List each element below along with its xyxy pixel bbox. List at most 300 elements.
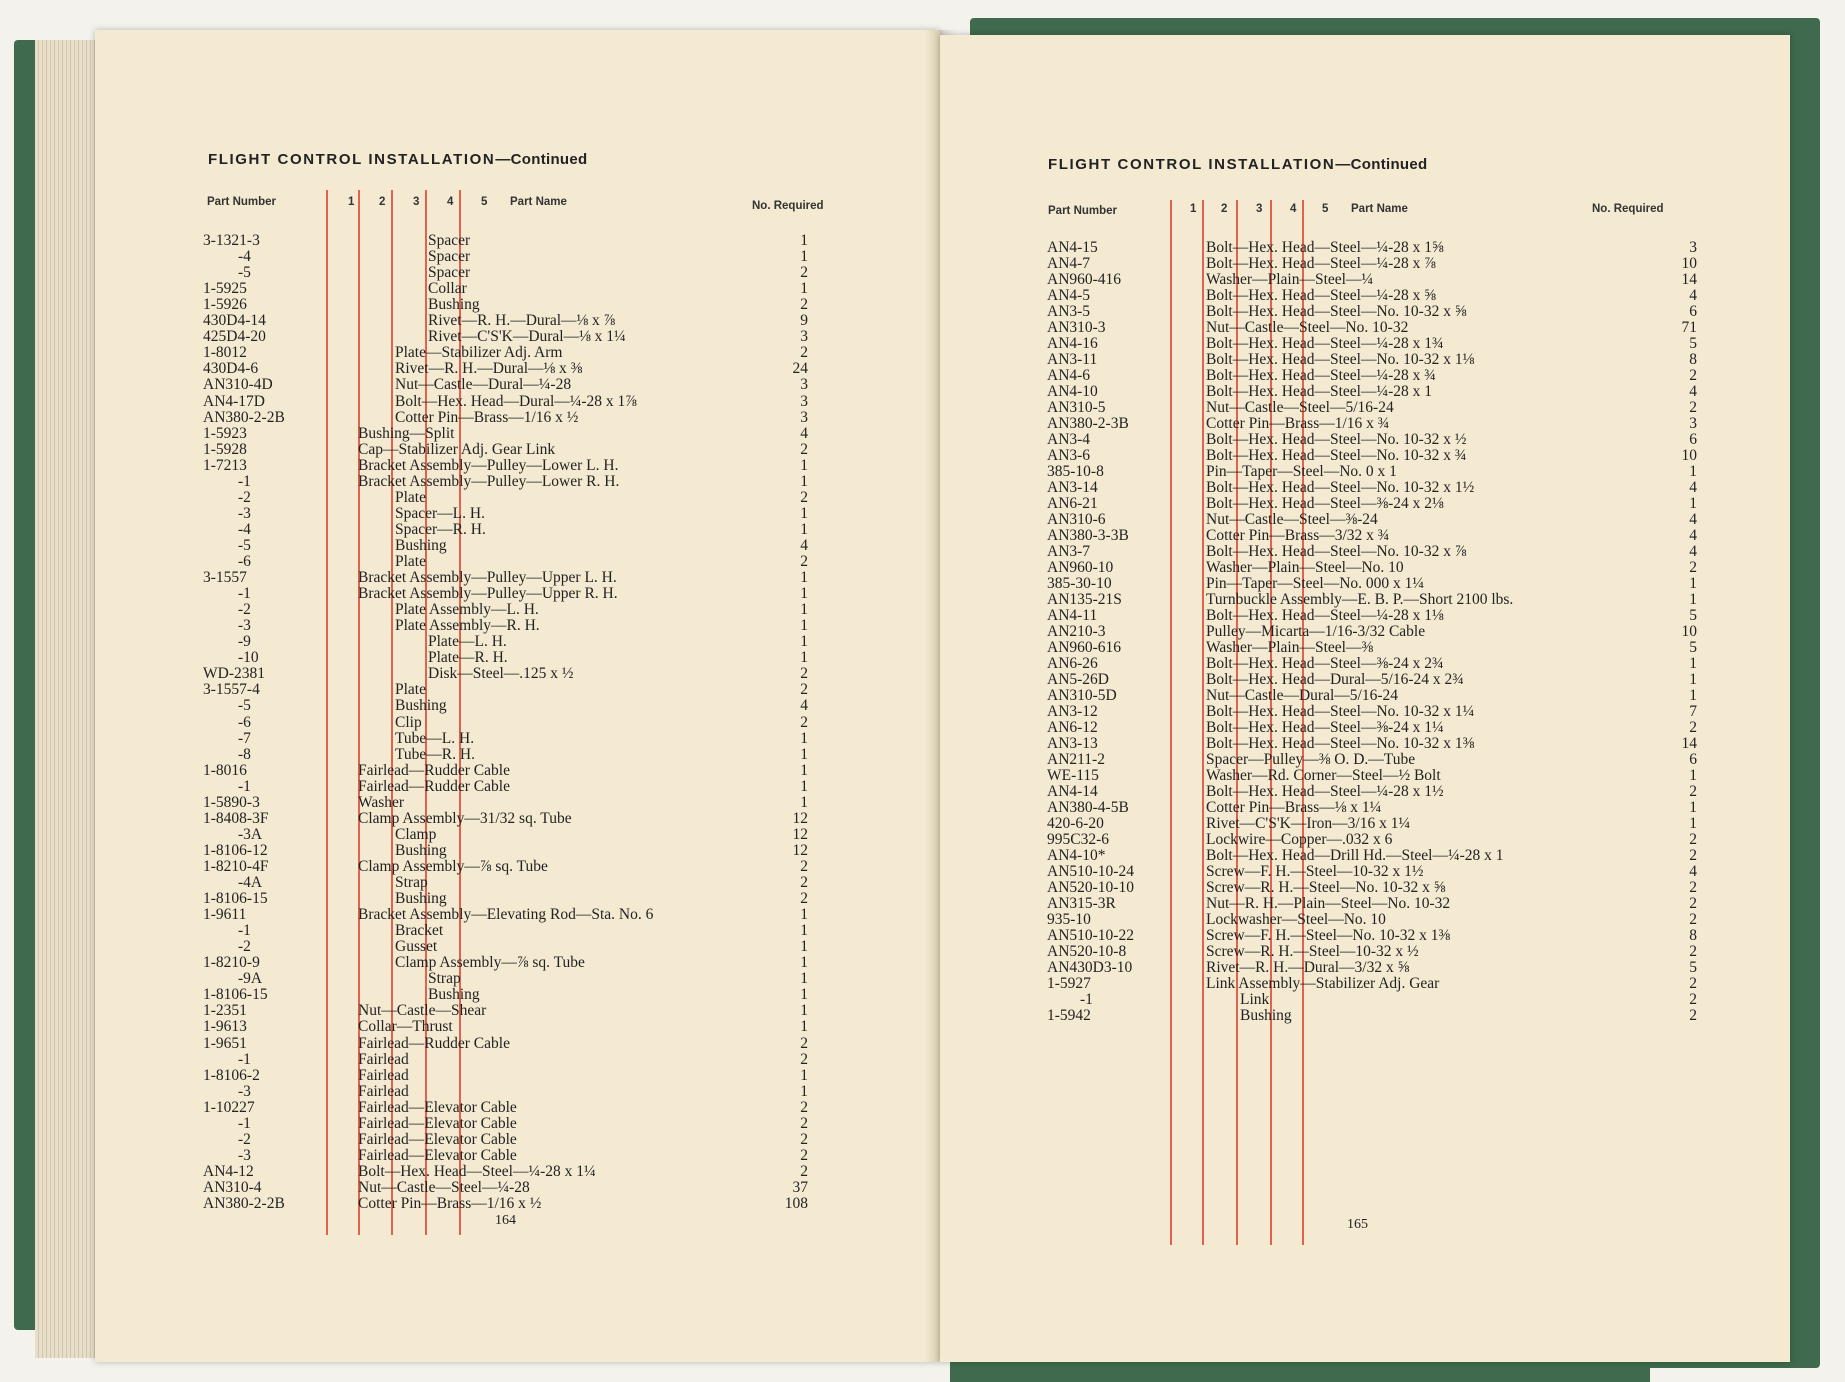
table-row: [940, 864, 1790, 880]
quantity-required: 1: [1689, 815, 1697, 832]
part-number: AN3-5: [1047, 303, 1091, 320]
part-number: AN310-6: [1047, 511, 1106, 528]
part-number: 1-7213: [203, 456, 247, 474]
table-row: [940, 960, 1790, 976]
table-row: [940, 928, 1790, 944]
part-name: Bolt—Hex. Head—Steel—No. 10-32 x ½: [1206, 431, 1467, 448]
header-col-2: 2: [379, 196, 386, 208]
table-row: [940, 544, 1790, 560]
part-name: Screw—R. H.—Steel—No. 10-32 x ⅝: [1206, 879, 1446, 896]
quantity-required: 3: [1689, 415, 1697, 432]
quantity-required: 1: [800, 729, 808, 747]
quantity-required: 3: [800, 408, 808, 426]
part-number: 1-8016: [203, 761, 247, 779]
table-row: [95, 1068, 940, 1084]
part-name: Washer—Plain—Steel—⅜: [1206, 639, 1374, 656]
part-name: Spacer—Pulley—⅜ O. D.—Tube: [1206, 751, 1416, 768]
quantity-required: 1: [800, 601, 808, 619]
header-part-number: Part Number: [207, 196, 277, 208]
part-number: AN4-12: [203, 1162, 254, 1180]
table-row: [940, 832, 1790, 848]
quantity-required: 10: [1681, 447, 1697, 464]
table-row: [95, 297, 940, 313]
table-row: [940, 720, 1790, 736]
part-name: Strap: [395, 874, 428, 891]
part-number: 385-30-10: [1047, 575, 1112, 592]
part-number: AN3-11: [1047, 351, 1098, 368]
quantity-required: 1: [800, 1018, 808, 1036]
quantity-required: 1: [800, 248, 808, 266]
part-name: Plate—Stabilizer Adj. Arm: [395, 344, 563, 362]
part-name: Bolt—Hex. Head—Steel—No. 10-32 x ¾: [1206, 447, 1467, 464]
table-row: [940, 496, 1790, 512]
part-name: Lockwasher—Steel—No. 10: [1206, 911, 1386, 928]
part-name: Bolt—Hex. Head—Steel—¼-28 x 1½: [1206, 783, 1444, 800]
quantity-required: 1: [1689, 463, 1697, 480]
quantity-required: 1: [800, 1066, 808, 1084]
table-row: [940, 256, 1790, 272]
table-row: [940, 592, 1790, 608]
table-row: [95, 506, 940, 522]
part-name: Plate Assembly—R. H.: [395, 617, 540, 635]
quantity-required: 14: [1681, 271, 1697, 288]
header-part-name: Part Name: [510, 196, 567, 208]
quantity-required: 2: [800, 1034, 808, 1052]
part-number: 385-10-8: [1047, 463, 1104, 480]
quantity-required: 1: [800, 472, 808, 490]
quantity-required: 1: [800, 633, 808, 651]
quantity-required: 37: [792, 1178, 808, 1196]
part-name: Nut—R. H.—Plain—Steel—No. 10-32: [1206, 895, 1451, 912]
part-number: -1: [238, 922, 251, 940]
quantity-required: 5: [1689, 639, 1697, 656]
table-row: [95, 1164, 940, 1180]
quantity-required: 3: [800, 376, 808, 394]
part-name: Bolt—Hex. Head—Steel—No. 10-32 x ⅞: [1206, 543, 1467, 560]
part-name: Bolt—Hex. Head—Steel—No. 10-32 x ⅝: [1206, 303, 1467, 320]
table-row: [95, 490, 940, 506]
part-number: AN380-4-5B: [1047, 799, 1129, 816]
part-name: Clamp: [395, 825, 437, 843]
table-row: [95, 650, 940, 666]
quantity-required: 3: [800, 328, 808, 346]
part-number: AN210-3: [1047, 623, 1106, 640]
part-name: Nut—Castle—Dural—5/16-24: [1206, 687, 1399, 704]
table-row: [95, 570, 940, 586]
table-row: [95, 715, 940, 731]
part-name: Bolt—Hex. Head—Steel—¼-28 x 1⅛: [1206, 607, 1444, 624]
quantity-required: 3: [1689, 239, 1697, 256]
part-name: Plate: [395, 553, 426, 570]
part-number: 1-8210-4F: [203, 857, 269, 875]
part-name: Fairlead: [358, 1050, 409, 1068]
quantity-required: 1: [800, 761, 808, 779]
part-number: 1-5927: [1047, 975, 1091, 992]
table-row: [95, 538, 940, 554]
part-number: AN4-10: [1047, 383, 1098, 400]
part-name: Bushing—Split: [358, 424, 455, 442]
quantity-required: 2: [1689, 991, 1697, 1008]
quantity-required: 1: [800, 232, 808, 249]
quantity-required: 7: [1689, 703, 1697, 720]
part-name: Bolt—Hex. Head—Steel—¼-28 x 1: [1206, 383, 1433, 400]
part-number: AN315-3R: [1047, 895, 1116, 912]
part-number: AN510-10-22: [1047, 927, 1134, 944]
part-name: Link Assembly—Stabilizer Adj. Gear: [1206, 975, 1440, 992]
part-number: AN4-5: [1047, 287, 1091, 304]
part-number: AN960-416: [1047, 271, 1122, 288]
table-row: [95, 1084, 940, 1100]
part-number: 1-5923: [203, 424, 247, 442]
quantity-required: 2: [800, 1146, 808, 1164]
part-name: Spacer—R. H.: [395, 520, 486, 538]
table-row: [940, 304, 1790, 320]
part-number: -1: [238, 472, 251, 490]
part-number: -3: [238, 1082, 251, 1100]
table-row: [940, 576, 1790, 592]
quantity-required: 4: [1689, 479, 1697, 496]
part-name: Link: [1240, 991, 1270, 1008]
part-number: WD-2381: [203, 665, 265, 683]
part-name: Bolt—Hex. Head—Steel—No. 10-32 x 1⅜: [1206, 735, 1475, 752]
header-col-5: 5: [481, 196, 488, 208]
table-row: [940, 432, 1790, 448]
part-number: 935-10: [1047, 911, 1091, 928]
table-row: [95, 634, 940, 650]
table-row: [95, 265, 940, 281]
part-name: Bushing: [395, 536, 447, 554]
part-name: Bolt—Hex. Head—Steel—¼-28 x ¾: [1206, 367, 1436, 384]
part-number: AN5-26D: [1047, 671, 1109, 688]
quantity-required: 1: [800, 777, 808, 795]
part-name: Plate—R. H.: [428, 649, 508, 667]
table-row: [940, 640, 1790, 656]
quantity-required: 9: [800, 312, 808, 330]
part-name: Fairlead—Elevator Cable: [358, 1130, 517, 1148]
header-no-required: No. Required: [1592, 203, 1664, 215]
table-row: [95, 731, 940, 747]
part-number: -3: [238, 504, 251, 522]
part-name: Plate: [395, 681, 426, 699]
part-name: Bolt—Hex. Head—Dural—5/16-24 x 2¾: [1206, 671, 1464, 688]
part-number: AN430D3-10: [1047, 959, 1133, 976]
part-number: 430D4-14: [203, 312, 266, 330]
part-name: Bolt—Hex. Head—Steel—No. 10-32 x 1¼: [1206, 703, 1475, 720]
table-row: [940, 240, 1790, 256]
part-name: Bolt—Hex. Head—Steel—¼-28 x ⅞: [1206, 255, 1436, 272]
part-number: 1-8106-2: [203, 1066, 260, 1084]
right-page: [940, 35, 1790, 1362]
part-name: Plate: [395, 488, 426, 506]
part-number: -9: [238, 633, 251, 651]
part-number: 1-5925: [203, 280, 247, 298]
table-row: [940, 560, 1790, 576]
part-name: Collar: [428, 280, 467, 298]
part-name: Fairlead—Rudder Cable: [358, 1034, 510, 1052]
table-row: [95, 779, 940, 795]
table-row: [95, 426, 940, 442]
table-row: [95, 361, 940, 377]
quantity-required: 1: [1689, 671, 1697, 688]
table-row: [940, 400, 1790, 416]
part-number: -7: [238, 729, 251, 747]
quantity-required: 4: [1689, 527, 1697, 544]
table-row: [95, 859, 940, 875]
table-row: [940, 768, 1790, 784]
table-row: [95, 249, 940, 265]
part-number: 1-10227: [203, 1098, 255, 1116]
quantity-required: 1: [800, 745, 808, 763]
left-page-number: 164: [495, 1213, 516, 1228]
part-name: Spacer: [428, 248, 471, 266]
part-number: -2: [238, 488, 251, 506]
part-name: Cotter Pin—Brass—1/16 x ¾: [1206, 415, 1390, 432]
part-number: AN380-2-2B: [203, 1195, 285, 1212]
part-number: AN380-3-3B: [1047, 527, 1129, 544]
quantity-required: 2: [800, 857, 808, 875]
table-row: [95, 747, 940, 763]
table-row: [95, 522, 940, 538]
part-name: Nut—Castle—Steel—¼-28: [358, 1178, 530, 1196]
quantity-required: 1: [800, 938, 808, 956]
part-number: 1-5890-3: [203, 793, 260, 811]
quantity-required: 2: [1689, 895, 1697, 912]
table-row: [95, 377, 940, 393]
part-name: Bolt—Hex. Head—Dural—¼-28 x 1⅞: [395, 392, 637, 410]
table-row: [95, 233, 940, 249]
part-number: -2: [238, 601, 251, 619]
quantity-required: 6: [1689, 431, 1697, 448]
part-name: Clamp Assembly—⅞ sq. Tube: [395, 954, 585, 972]
quantity-required: 2: [800, 344, 808, 362]
part-name: Rivet—C'S'K—Iron—3/16 x 1¼: [1206, 815, 1411, 832]
header-no-required: No. Required: [752, 200, 824, 212]
quantity-required: 4: [800, 536, 808, 554]
part-name: Fairlead—Rudder Cable: [358, 777, 510, 795]
quantity-required: 2: [800, 264, 808, 282]
table-row: [95, 554, 940, 570]
part-name: Nut—Castle—Steel—5/16-24: [1206, 399, 1394, 416]
part-number: 1-8012: [203, 344, 247, 362]
quantity-required: 108: [784, 1195, 808, 1212]
table-row: [95, 1180, 940, 1196]
quantity-required: 1: [800, 1002, 808, 1020]
part-number: -4: [238, 248, 251, 266]
table-row: [940, 656, 1790, 672]
quantity-required: 10: [1681, 623, 1697, 640]
quantity-required: 2: [800, 665, 808, 683]
table-row: [940, 320, 1790, 336]
table-row: [95, 1019, 940, 1035]
header-col-1: 1: [348, 196, 355, 208]
quantity-required: 2: [1689, 975, 1697, 992]
table-row: [940, 480, 1790, 496]
part-number: -2: [238, 1130, 251, 1148]
table-row: [95, 907, 940, 923]
part-name: Rivet—R. H.—Dural—⅛ x ⅞: [428, 312, 616, 330]
part-name: Fairlead—Elevator Cable: [358, 1098, 517, 1116]
quantity-required: 2: [1689, 719, 1697, 736]
quantity-required: 10: [1681, 255, 1697, 272]
part-name: Cotter Pin—Brass—⅛ x 1¼: [1206, 799, 1382, 816]
part-number: 3-1321-3: [203, 232, 260, 249]
part-name: Clamp Assembly—⅞ sq. Tube: [358, 857, 548, 875]
table-row: [940, 416, 1790, 432]
quantity-required: 2: [800, 890, 808, 908]
part-name: Rivet—R. H.—Dural—⅛ x ⅜: [395, 360, 583, 378]
table-row: [940, 800, 1790, 816]
part-name: Bolt—Hex. Head—Steel—¼-28 x 1⅝: [1206, 239, 1444, 256]
part-name: Bolt—Hex. Head—Steel—⅜-24 x 2⅛: [1206, 495, 1444, 512]
part-number: -4: [238, 520, 251, 538]
quantity-required: 1: [800, 569, 808, 587]
part-number: AN510-10-24: [1047, 863, 1134, 880]
quantity-required: 2: [1689, 1007, 1697, 1024]
part-name: Bracket Assembly—Pulley—Upper R. H.: [358, 585, 618, 603]
part-name: Tube—R. H.: [395, 745, 475, 763]
part-number: -9A: [238, 970, 263, 988]
table-row: [95, 602, 940, 618]
part-number: AN4-15: [1047, 239, 1098, 256]
header-col-1: 1: [1190, 203, 1197, 215]
quantity-required: 2: [1689, 847, 1697, 864]
table-row: [95, 971, 940, 987]
part-number: AN6-12: [1047, 719, 1098, 736]
part-number: -2: [238, 938, 251, 956]
part-name: Cotter Pin—Brass—1/16 x ½: [395, 408, 579, 426]
quantity-required: 3: [800, 392, 808, 410]
part-name: Washer—Rd. Corner—Steel—½ Bolt: [1206, 767, 1441, 784]
quantity-required: 2: [800, 1114, 808, 1132]
part-number: AN211-2: [1047, 751, 1105, 768]
quantity-required: 1: [1689, 799, 1697, 816]
part-number: -1: [238, 1050, 251, 1068]
part-name: Strap: [428, 970, 461, 988]
part-name: Pulley—Micarta—1/16-3/32 Cable: [1206, 623, 1426, 640]
table-row: [95, 811, 940, 827]
table-row: [95, 795, 940, 811]
part-number: 1-8408-3F: [203, 809, 269, 827]
part-name: Tube—L. H.: [395, 729, 475, 747]
part-number: AN4-16: [1047, 335, 1098, 352]
table-row: [95, 1003, 940, 1019]
quantity-required: 4: [1689, 863, 1697, 880]
quantity-required: 1: [1689, 767, 1697, 784]
part-name: Disk—Steel—.125 x ½: [428, 665, 574, 683]
quantity-required: 1: [800, 986, 808, 1004]
part-name: Bushing: [1240, 1007, 1292, 1024]
quantity-required: 1: [800, 649, 808, 667]
part-number: -3A: [238, 825, 263, 843]
table-row: [95, 763, 940, 779]
quantity-required: 2: [800, 1130, 808, 1148]
part-name: Clamp Assembly—31/32 sq. Tube: [358, 809, 572, 827]
table-row: [940, 272, 1790, 288]
part-name: Nut—Castle—Steel—⅜-24: [1206, 511, 1378, 528]
table-row: [940, 912, 1790, 928]
quantity-required: 1: [800, 520, 808, 538]
part-number: AN380-2-3B: [1047, 415, 1129, 432]
quantity-required: 1: [1689, 575, 1697, 592]
part-name: Plate Assembly—L. H.: [395, 601, 539, 619]
table-row: [940, 512, 1790, 528]
table-row: [940, 672, 1790, 688]
quantity-required: 2: [1689, 399, 1697, 416]
part-name: Washer: [358, 793, 405, 811]
quantity-required: 8: [1689, 351, 1697, 368]
table-row: [940, 704, 1790, 720]
quantity-required: 2: [800, 1162, 808, 1180]
left-page-title: FLIGHT CONTROL INSTALLATION—Continued: [208, 151, 588, 168]
part-number: AN520-10-8: [1047, 943, 1127, 960]
quantity-required: 1: [800, 922, 808, 940]
table-row: [95, 1100, 940, 1116]
quantity-required: 6: [1689, 751, 1697, 768]
quantity-required: 2: [1689, 367, 1697, 384]
part-name: Nut—Castle—Steel—No. 10-32: [1206, 319, 1409, 336]
quantity-required: 2: [800, 296, 808, 314]
part-number: 1-9611: [203, 906, 247, 924]
part-name: Turnbuckle Assembly—E. B. P.—Short 2100 lbs.: [1206, 591, 1514, 608]
part-number: 1-8210-9: [203, 954, 260, 972]
part-number: 430D4-6: [203, 360, 259, 378]
table-row: [940, 944, 1790, 960]
part-name: Spacer: [428, 232, 471, 249]
part-name: Fairlead—Elevator Cable: [358, 1146, 517, 1164]
part-name: Cotter Pin—Brass—1/16 x ½: [358, 1195, 542, 1212]
part-name: Clip: [395, 713, 422, 731]
table-row: [940, 688, 1790, 704]
part-number: AN3-6: [1047, 447, 1091, 464]
table-row: [95, 891, 940, 907]
table-row: [95, 281, 940, 297]
part-number: 3-1557-4: [203, 681, 260, 699]
table-row: [95, 1116, 940, 1132]
right-page-title: FLIGHT CONTROL INSTALLATION—Continued: [1048, 156, 1428, 173]
part-number: AN960-10: [1047, 559, 1114, 576]
quantity-required: 2: [1689, 783, 1697, 800]
part-name: Fairlead—Elevator Cable: [358, 1114, 517, 1132]
part-number: AN4-14: [1047, 783, 1098, 800]
header-col-3: 3: [1256, 203, 1263, 215]
part-name: Washer—Plain—Steel—¼: [1206, 271, 1374, 288]
part-number: 1-9613: [203, 1018, 247, 1036]
header-part-name: Part Name: [1351, 203, 1408, 215]
part-name: Fairlead—Rudder Cable: [358, 761, 510, 779]
quantity-required: 1: [800, 906, 808, 924]
header-col-3: 3: [413, 196, 420, 208]
part-number: AN960-616: [1047, 639, 1122, 656]
part-number: 420-6-20: [1047, 815, 1104, 832]
table-row: [95, 875, 940, 891]
part-number: -6: [238, 553, 251, 570]
quantity-required: 2: [800, 440, 808, 458]
quantity-required: 4: [800, 424, 808, 442]
part-number: -5: [238, 697, 251, 715]
table-row: [940, 624, 1790, 640]
quantity-required: 4: [1689, 287, 1697, 304]
part-number: 995C32-6: [1047, 831, 1109, 848]
quantity-required: 2: [800, 1050, 808, 1068]
quantity-required: 2: [800, 553, 808, 570]
table-row: [940, 976, 1790, 992]
quantity-required: 2: [800, 488, 808, 506]
table-row: [940, 784, 1790, 800]
part-name: Bracket Assembly—Pulley—Lower L. H.: [358, 456, 619, 474]
part-number: AN135-21S: [1047, 591, 1122, 608]
part-number: -1: [238, 1114, 251, 1132]
table-row: [940, 752, 1790, 768]
